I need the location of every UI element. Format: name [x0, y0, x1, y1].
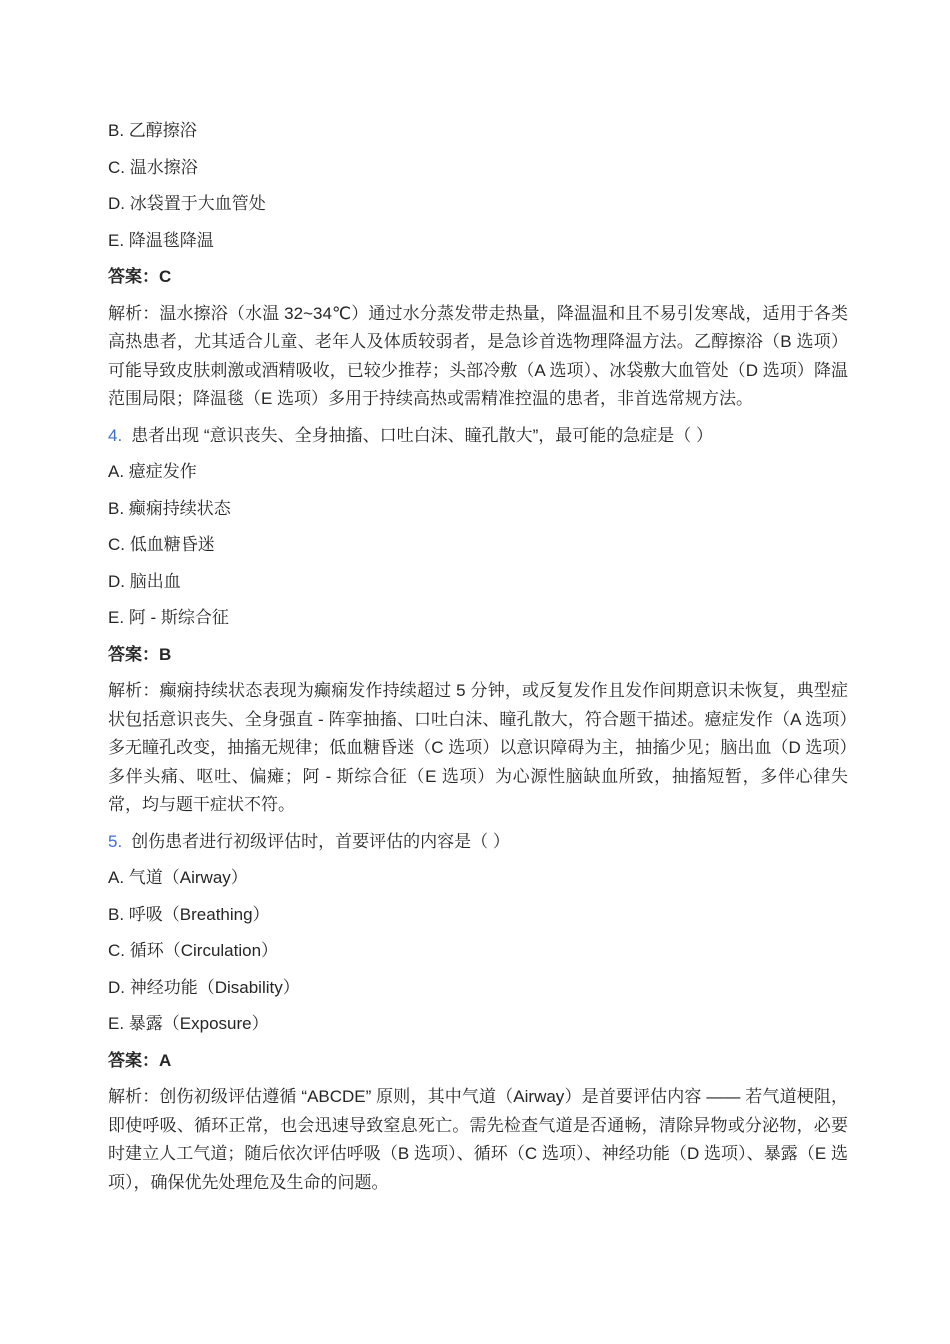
answer-line: [108, 1047, 848, 1076]
option-c: C. 低血糖昏迷: [108, 535, 215, 554]
answer-label: 答案：: [108, 644, 159, 664]
answer-line: [108, 641, 848, 670]
option-b: B. 呼吸（Breathing）: [108, 904, 270, 924]
answer-label: 答案：: [108, 1050, 159, 1070]
option-b: B. 癫痫持续状态: [108, 498, 231, 518]
analysis-paragraph: 解析：癫痫持续状态表现为癫痫发作持续超过 5 分钟，或反复发作且发作间期意识未恢复，典型症状包括意识丧失、全身强直 - 阵挛抽搐、口吐白沫、瞳孔散大，符合题干描述。癔症发作（A 选项）多无瞳孔改变，抽搐无规律；低血糖昏迷（C 选项）以意识障碍为主，抽搐少见；脑出血（D 选项）多伴头痛、呕吐、偏瘫；阿 - 斯综合征（E 选项）为心源性脑缺血所致，抽搐短暂，多伴心律失常，均与题干症状不符。: [108, 681, 848, 814]
option-e: E. 阿 - 斯综合征: [108, 608, 229, 627]
option-c: C. 温水擦浴: [108, 157, 198, 177]
question-number: 5.: [108, 831, 123, 851]
option-a: A. 癔症发作: [108, 462, 197, 481]
answer-value: B: [159, 644, 172, 664]
option-e: E. 降温毯降温: [108, 230, 214, 250]
analysis-paragraph: 解析：温水擦浴（水温 32~34℃）通过水分蒸发带走热量，降温温和且不易引发寒战，适用于各类高热患者，尤其适合儿童、老年人及体质较弱者，是急诊首选物理降温方法。乙醇擦浴（B 选项）可能导致皮肤刺激或酒精吸收，已较少推荐；头部冷敷（A 选项）、冰袋敷大血管处（D 选项）降温范围局限；降温毯（E 选项）多用于持续高热或需精准控温的患者，非首选常规方法。: [108, 303, 848, 408]
answer-line: [108, 263, 848, 292]
question-text: 创伤患者进行初级评估时，首要评估的内容是（ ）: [131, 831, 510, 851]
answer-value: C: [159, 267, 172, 286]
analysis-paragraph: 解析：创伤初级评估遵循 “ABCDE” 原则，其中气道（Airway）是首要评估内容 —— 若气道梗阻，即使呼吸、循环正常，也会迅速导致窒息死亡。需先检查气道是否通畅，清除异物或分泌物，必要时建立人工气道；随后依次评估呼吸（B 选项）、循环（C 选项）、神经功能（D 选项）、暴露（E 选项），确保优先处理危及生命的问题。: [108, 1087, 848, 1192]
option-e: E. 暴露（Exposure）: [108, 1014, 269, 1033]
question-stem: [108, 422, 848, 451]
answer-value: A: [159, 1050, 172, 1070]
question-number: 4.: [108, 425, 123, 445]
option-b: B. 乙醇擦浴: [108, 121, 197, 140]
option-a: A. 气道（Airway）: [108, 868, 248, 887]
answer-label: 答案：: [108, 267, 159, 286]
option-d: D. 冰袋置于大血管处: [108, 194, 266, 213]
option-c: C. 循环（Circulation）: [108, 941, 279, 960]
option-d: D. 神经功能（Disability）: [108, 977, 300, 997]
question-text: 患者出现 “意识丧失、全身抽搐、口吐白沫、瞳孔散大”，最可能的急症是（ ）: [131, 425, 713, 445]
question-stem: [108, 828, 848, 857]
option-d: D. 脑出血: [108, 571, 181, 591]
